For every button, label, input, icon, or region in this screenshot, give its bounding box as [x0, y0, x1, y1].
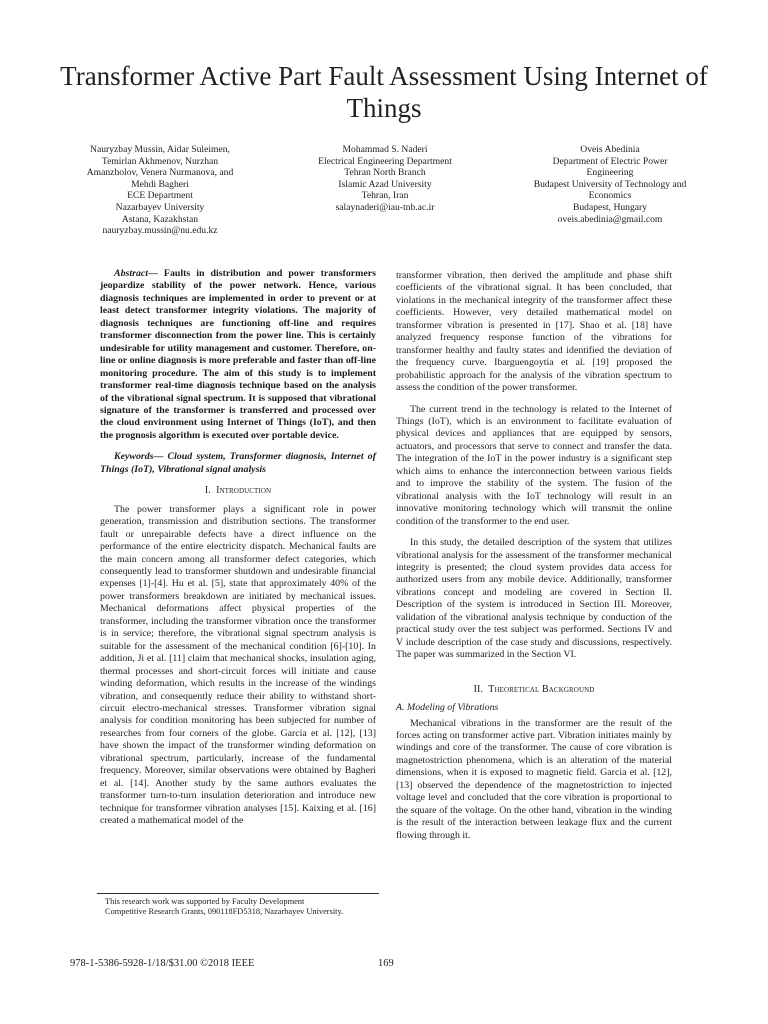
author-line: Engineering [586, 167, 634, 179]
paper-title: Transformer Active Part Fault Assessment Using Internet of Things [60, 61, 708, 123]
author-line: Mehdi Bagheri [131, 178, 189, 190]
abstract-text: Faults in distribution and power transformers jeopardize stability of the power network. Hence, various diagnosis techniques are implemented in order to prevent or at least detect transformer integrity violations. The majority of diagnosis techniques are functioning off-line and requires transformer disconnection from the power line. This is certainly undesirable for utility management and customer. Therefore, on-line or online diagnosis is more preferable and faster than off-line monitoring procedure. The aim of this study is to implement transformer real-time diagnosis technique based on the analysis of the vibrational signal spectrum. It is supposed that vibrational signature of the transformer is transferred and processed over the cloud environment using Internet of Things (IoT), and then the prognosis algorithm is executed over portable device. [100, 268, 376, 441]
paragraph: In this study, the detailed description of the system that utilizes vibrational analysis for the assessment of the transformer mechanical integrity is presented; the cloud system provides data access for authorized users from any mobile device. Additionally, transformer vibrations concept and modeling are covered in Section II. Description of the system is introduced in Section III. Moreover, validation of the vibrational analysis technique by conduction of the practical study over the test subject was performed. Sections IV and V include description of the case study and discussions, respectively. The paper was summarized in the Section VI. [396, 537, 672, 661]
author-line: Tehran, Iran [361, 190, 409, 202]
author-affiliation-2 [285, 144, 485, 214]
section-title: Theoretical Background [488, 683, 595, 695]
copyright-isbn: 978-1-5386-5928-1/18/$31.00 ©2018 IEEE [70, 958, 255, 969]
section-heading-introduction [100, 485, 376, 497]
author-line: Department of Electric Power [552, 155, 668, 167]
paragraph: The power transformer plays a significant role in power generation, transmission and distribution sections. The transformer fault or unrepairable defects have a direct influence on the performance of the entire electricity dispatch. Mechanical faults are the main concern among all transformer defect categories, which consequently lead to transformer shutdown and undesirable financial expenses [1]-[4]. Hu et al. [5], state that approximately 40% of the power transformers breakdown are initiated by mechanical issues. Mechanical deformations affect physical properties of the transformer, including the transformer vibration once the transformer is in service; therefore, the vibrational signal spectrum analysis is suitable for the assessment of the mechanical condition [6]-[10]. In addition, Ji et al. [11] claim that mechanical shocks, insulation aging, thermal processes and short-circuit forces will initiate and cause winding deformation, which results in the increase of the windings vibration, and consequently reduce their ability to withstand short-circuit electro-mechanical stresses. Transformer vibration signal analysis for condition monitoring has been subjected for number of researches from four corners of the globe. Garcia et al. [12], [13] have shown the impact of the transformer winding deformation on vibrational spectrum, particularly, increase of the fundamental frequency. Moreover, similar observations were obtained by Bagheri et al. [14]. Another study by the same authors evaluates the transformer turn-to-turn insulation deterioration and introduce new technique for transformer vibration analyses [15]. Kaixing et al. [16] created a mathematical model of the [100, 503, 376, 827]
author-line: Nazarbayev University [115, 201, 205, 213]
author-line: Budapest University of Technology and [533, 178, 687, 190]
author-line: Budapest, Hungary [572, 201, 648, 213]
author-email: oveis.abedinia@gmail.com [557, 213, 663, 225]
keywords [100, 451, 376, 476]
footnote-line: This research work was supported by Faculty Development [105, 897, 305, 906]
author-line: Electrical Engineering Department [318, 155, 452, 167]
author-email: nauryzbay.mussin@nu.edu.kz [102, 225, 218, 237]
page-number: 169 [378, 958, 394, 969]
section-number: I. [204, 485, 211, 497]
section-heading-theoretical-background [396, 684, 672, 696]
left-column [100, 268, 376, 827]
author-line: Nauryzbay Mussin, Aidar Suleimen, [90, 144, 230, 155]
author-line: Oveis Abedinia [580, 144, 640, 155]
author-line: Economics [588, 190, 632, 202]
footnote-line: Competitive Research Grants, 090118FD5318, Nazarbayev University. [105, 907, 344, 917]
paragraph: transformer vibration, then derived the amplitude and phase shift coefficients of the vibrational signal. It has been concluded, that violations in the mechanical integrity of the transformer affect these coefficients. However, very detailed mathematical model on transformer vibration is presented in [17]. Shao et al. [18] have analyzed frequency response function of the vibrations for transformer healthy and faulty states and identified the deviation of the frequency curve. Ibarguengoytia et al. [19] proposed the probabilistic approach for the analysis of the vibration spectrum to assess the condition of the power transformer. [396, 270, 672, 394]
keywords-text: Cloud system, Transformer diagnosis, Internet of Things (IoT), Vibrational signal analysis [100, 451, 376, 475]
right-column [396, 270, 672, 842]
author-email: salaynaderi@iau-tnb.ac.ir [335, 201, 435, 213]
footnote-divider [97, 893, 379, 894]
author-line: Amanzholov, Venera Nurmanova, and [86, 167, 234, 179]
abstract-label: Abstract— [114, 268, 158, 279]
subsection-heading: A. Modeling of Vibrations [396, 702, 499, 714]
author-line: ECE Department [127, 190, 193, 202]
author-line: Mohammad S. Naderi [342, 144, 428, 155]
keywords-label: Keywords— [114, 451, 164, 463]
abstract [100, 268, 376, 442]
section-number: II. [473, 683, 484, 695]
author-affiliation-1 [60, 144, 260, 237]
paragraph: The current trend in the technology is related to the Internet of Things (IoT), which is an environment to facilitate evaluation of physical devices and appliances that are equipped by sensors, actuators, and processors that serve to connect and transfer the data. The integration of the IoT in the power industry is a significant step which aims to enhance the interconnection between various fields and to improve the stability of the system. The fusion of the vibrational analysis with the IoT technology will result in an innovative monitoring technology which will transmit the online condition of the transformer to the end user. [396, 403, 672, 527]
author-line: Temirlan Akhmenov, Nurzhan [101, 155, 219, 167]
author-line: Astana, Kazakhstan [121, 213, 199, 225]
author-affiliation-3 [510, 144, 710, 225]
paragraph: Mechanical vibrations in the transformer are the result of the forces acting on transformer active part. Vibration initiates mainly by windings and core of the transformer. The cause of core vibration is magnetostriction phenomena, which is an alteration of the material dimensions, when it is exposed to magnetic field. Garcia et al. [12], [13] observed the dependence of the magnetostriction to injected voltage level and concluded that the core vibration is proportional to the square of the voltage. On the other hand, vibration in the winding is the result of the interaction between leakage flux and the current flowing through it. [396, 717, 672, 841]
section-title: Introduction [216, 485, 272, 497]
footnote [105, 897, 395, 918]
author-line: Islamic Azad University [338, 178, 432, 190]
author-line: Tehran North Branch [344, 167, 426, 179]
